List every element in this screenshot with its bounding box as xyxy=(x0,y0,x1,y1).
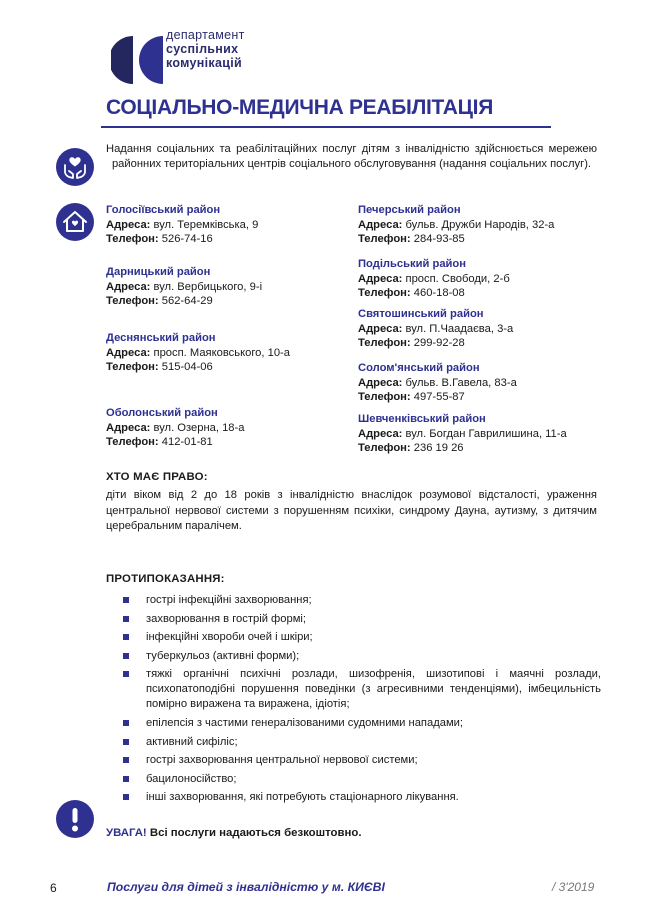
district-block xyxy=(358,412,567,456)
page-title: СОЦІАЛЬНО-МЕДИЧНА РЕАБІЛІТАЦІЯ xyxy=(106,96,493,119)
department-logo-text xyxy=(166,28,245,70)
phone-label: Телефон: xyxy=(358,233,411,246)
address-label: Адреса: xyxy=(106,280,151,293)
district-phone: 236 19 26 xyxy=(410,442,464,455)
district-name: Голосіївський район xyxy=(106,204,221,216)
district-address: вул. Богдан Гаврилишина, 11-а xyxy=(402,427,567,440)
list-item-text: інші захворювання, які потребують стаціонарного лікування. xyxy=(146,791,459,804)
logo-line-3: комунікацій xyxy=(166,56,242,70)
phone-label: Телефон: xyxy=(358,391,411,404)
list-item-text: туберкульоз (активні форми); xyxy=(146,649,300,662)
contraindications-list xyxy=(121,593,601,809)
address-label: Адреса: xyxy=(358,376,403,389)
list-item-text: інфекційні хвороби очей і шкіри; xyxy=(146,631,313,644)
district-phone: 562-64-29 xyxy=(158,295,213,308)
district-address: вул. П.Чаадаєва, 3-а xyxy=(402,322,514,335)
district-name: Печерський район xyxy=(358,204,461,216)
address-label: Адреса: xyxy=(106,346,151,359)
district-phone: 515-04-06 xyxy=(158,361,213,374)
list-item-text: тяжкі органічні психічні розлади, шизофренія, шизотипові і маячні розлади, психопатоподібні порушення поведінки (з агресивними тенденціями), імбецильність помірно виражена та виражена, ідіотія; xyxy=(146,668,601,711)
address-label: Адреса: xyxy=(358,322,403,335)
bullet-square-icon xyxy=(123,671,129,677)
bullet-square-icon xyxy=(123,739,129,745)
list-item xyxy=(121,667,601,712)
eligibility-heading: ХТО МАЄ ПРАВО: xyxy=(106,471,208,483)
phone-label: Телефон: xyxy=(106,233,159,246)
phone-label: Телефон: xyxy=(106,361,159,374)
exclamation-icon xyxy=(56,800,94,838)
footer-issue: / 3'2019 xyxy=(552,880,595,894)
district-address: бульв. В.Гавела, 83-а xyxy=(402,376,517,389)
eligibility-text: діти віком від 2 до 18 років з інвалідністю внаслідок розумової відсталості, ураження центральної нервової системи з порушенням психіки, синдрому Дауна, аутизму, з дитячим церебральним паралічем. xyxy=(106,489,597,532)
bullet-square-icon xyxy=(123,776,129,782)
district-block xyxy=(358,361,517,405)
phone-label: Телефон: xyxy=(358,442,411,455)
district-block xyxy=(106,265,262,309)
warning-prefix: УВАГА! xyxy=(106,827,147,839)
bullet-square-icon xyxy=(123,634,129,640)
department-logo-icon xyxy=(111,34,165,86)
district-address: просп. Свободи, 2-б xyxy=(402,272,510,285)
district-address: просп. Маяковського, 10-а xyxy=(150,346,290,359)
intro-paragraph: Надання соціальних та реабілітаційних послуг дітям з інвалідністю здійснюється мережею районних територіальних центрів соціального обслуговування (надання соціальних послуг). xyxy=(106,143,597,171)
district-phone: 412-01-81 xyxy=(158,436,213,449)
logo-line-2: суспільних xyxy=(166,42,239,56)
list-item xyxy=(121,772,601,787)
footer-title: Послуги для дітей з інвалідністю у м. КИЄВІ xyxy=(107,880,385,894)
district-phone: 284-93-85 xyxy=(410,233,465,246)
address-label: Адреса: xyxy=(358,272,403,285)
address-label: Адреса: xyxy=(358,427,403,440)
phone-label: Телефон: xyxy=(358,337,411,350)
district-phone: 526-74-16 xyxy=(158,233,213,246)
bullet-square-icon xyxy=(123,597,129,603)
district-block xyxy=(106,406,244,450)
house-heart-icon xyxy=(56,203,94,241)
district-name: Деснянський район xyxy=(106,332,216,344)
address-label: Адреса: xyxy=(106,218,151,231)
list-item-text: епілепсія з частими генералізованими судомними нападами; xyxy=(146,716,463,729)
bullet-square-icon xyxy=(123,794,129,800)
district-name: Солом'янський район xyxy=(358,362,480,374)
address-label: Адреса: xyxy=(106,421,151,434)
bullet-square-icon xyxy=(123,616,129,622)
district-name: Шевченківський район xyxy=(358,413,486,425)
district-phone: 497-55-87 xyxy=(410,391,465,404)
district-address: бульв. Дружби Народів, 32-а xyxy=(402,218,555,231)
district-name: Оболонський район xyxy=(106,407,218,419)
bullet-square-icon xyxy=(123,653,129,659)
list-item-text: гострі інфекційні захворювання; xyxy=(146,594,312,606)
bullet-square-icon xyxy=(123,757,129,763)
district-address: вул. Вербицького, 9-і xyxy=(150,280,263,293)
district-address: вул. Теремківська, 9 xyxy=(150,218,259,231)
list-item xyxy=(121,649,601,664)
bullet-square-icon xyxy=(123,720,129,726)
contraindications-heading: ПРОТИПОКАЗАННЯ: xyxy=(106,573,225,585)
logo-line-1: департамент xyxy=(166,28,245,42)
district-block xyxy=(358,307,513,351)
district-block xyxy=(106,331,290,375)
list-item-text: бацилоносійство; xyxy=(146,772,237,785)
list-item-text: активний сифіліс; xyxy=(146,735,238,748)
list-item-text: захворювання в гострій формі; xyxy=(146,612,306,625)
phone-label: Телефон: xyxy=(106,436,159,449)
list-item xyxy=(121,790,601,805)
hands-heart-icon xyxy=(56,148,94,186)
address-label: Адреса: xyxy=(358,218,403,231)
district-name: Дарницький район xyxy=(106,266,211,278)
list-item xyxy=(121,753,601,768)
warning-text: Всі послуги надаються безкоштовно. xyxy=(146,827,362,839)
district-name: Подільський район xyxy=(358,258,467,270)
district-block xyxy=(106,203,258,247)
phone-label: Телефон: xyxy=(358,287,411,300)
district-phone: 299-92-28 xyxy=(410,337,465,350)
phone-label: Телефон: xyxy=(106,295,159,308)
warning-notice xyxy=(106,827,362,839)
district-block xyxy=(358,257,510,301)
list-item xyxy=(121,735,601,750)
page-number: 6 xyxy=(50,881,57,895)
district-address: вул. Озерна, 18-а xyxy=(150,421,245,434)
district-phone: 460-18-08 xyxy=(410,287,465,300)
list-item xyxy=(121,716,601,731)
district-block xyxy=(358,203,554,247)
list-item xyxy=(121,612,601,627)
list-item xyxy=(121,630,601,645)
district-name: Святошинський район xyxy=(358,308,484,320)
list-item xyxy=(121,593,601,608)
list-item-text: гострі захворювання центральної нервової системи; xyxy=(146,754,418,767)
